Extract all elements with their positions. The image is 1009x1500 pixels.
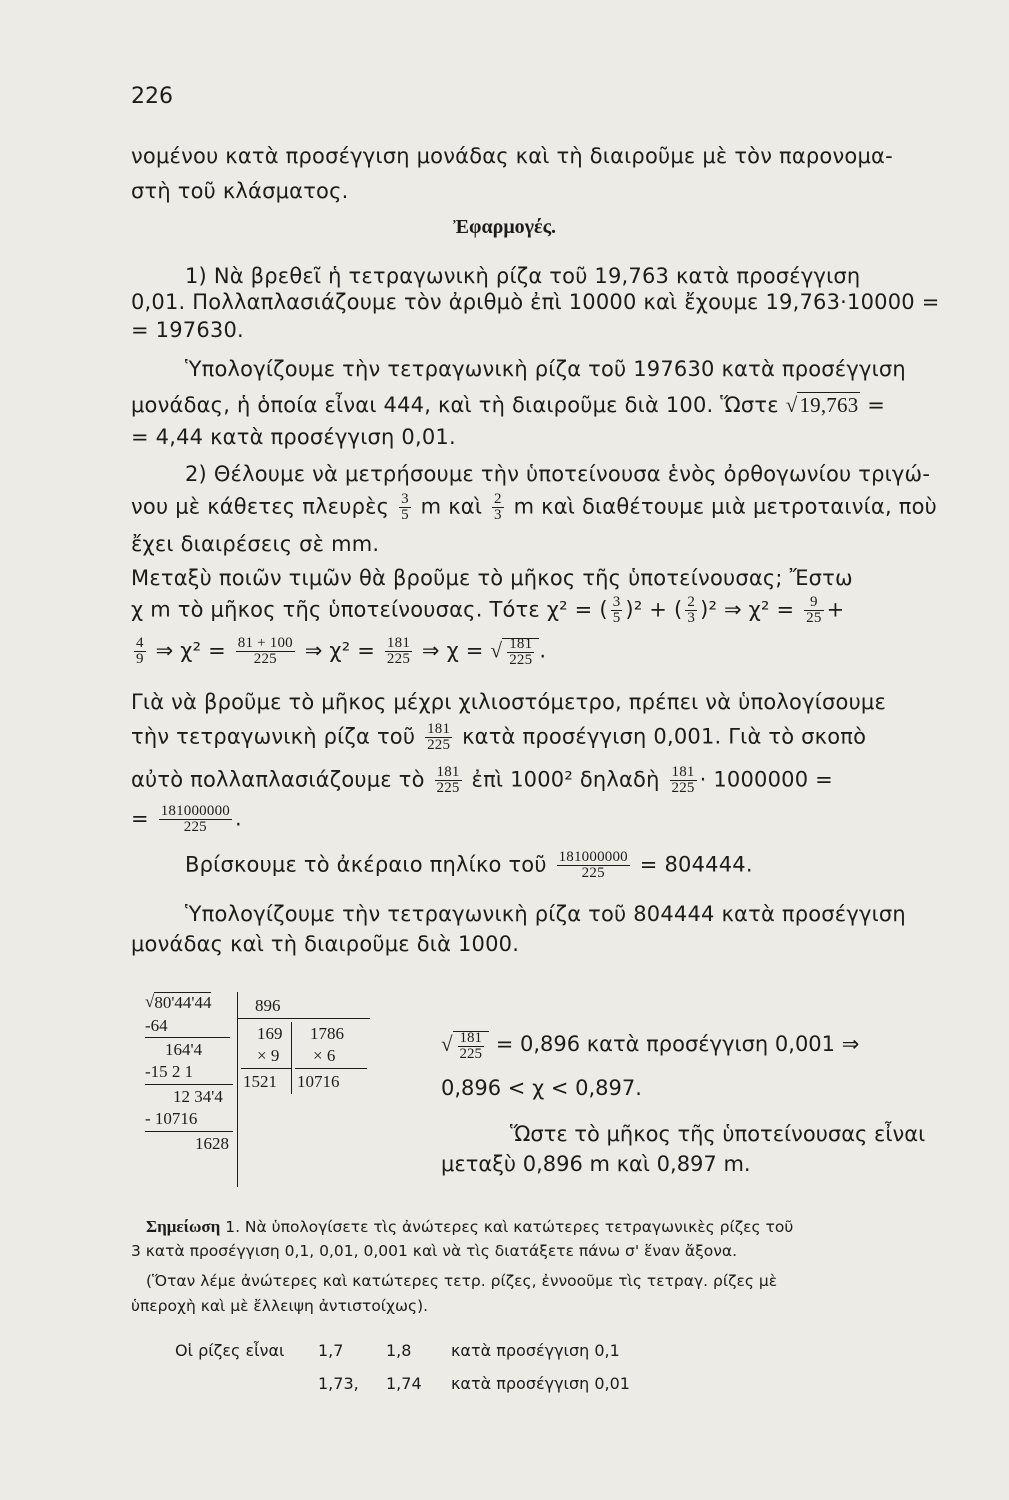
trial-divisor: 1786 [310, 1024, 344, 1043]
fraction-9-25: $\frac{9}{25}$ [806, 594, 822, 626]
page-number: 226 [131, 84, 173, 109]
note-line: ὑπεροχὴ καὶ μὲ ἔλλειψη ἀντιστοίχως). [131, 1297, 429, 1315]
plus-sign: + [826, 597, 845, 622]
text-line [185, 850, 957, 881]
text-segment: = 0,896 κατὰ προσέγγιση 0,001 ⇒ [495, 1032, 860, 1056]
trial-multiplier: × 6 [313, 1046, 336, 1065]
period: . [235, 806, 242, 831]
text-segment: ⇒ χ² = [304, 638, 376, 663]
text-line [131, 765, 957, 796]
fraction-181-225: $\frac{181}{225}$ [509, 636, 533, 669]
text-segment: 1. Νὰ ὑπολογίσετε τὶς ἀνώτερες καὶ κατώτερες τετραγωνικὲς ρίζες τοῦ [225, 1218, 794, 1236]
text-line: Γιὰ νὰ βροῦμε τὸ μῆκος μέχρι χιλιοστόμετρο, πρέπει νὰ ὑπολογίσουμε [131, 690, 887, 714]
square-root: √ $\frac{181}{225}$ [441, 1031, 489, 1056]
fraction-181-225: $\frac{181}{225}$ [436, 764, 460, 796]
precision-label: κατὰ προσέγγιση 0,1 [451, 1341, 620, 1360]
text-line: μονάδας καὶ τὴ διαιροῦμε διὰ 1000. [131, 932, 520, 956]
root-result: 896 [255, 996, 281, 1015]
fraction-2-3: $\frac{2}{3}$ [494, 491, 502, 523]
precision-label: κατὰ προσέγγιση 0,01 [451, 1374, 630, 1393]
text-segment: = [867, 393, 886, 417]
text-segment: αὐτὸ πολλαπλασιάζουμε τὸ [131, 767, 425, 792]
note-line [146, 1216, 957, 1238]
roots-intro: Οἱ ρίζες εἶναι [175, 1341, 285, 1360]
fraction-4-9: $\frac{4}{9}$ [136, 635, 144, 667]
result-line: Ὥστε τὸ μῆκος τῆς ὑποτείνουσας εἶναι [510, 1122, 926, 1146]
square-root: √19,763 [785, 393, 859, 417]
text-line: 0,01. Πολλαπλασιάζουμε τὸν ἀριθμὸ ἐπὶ 10000 καὶ ἔχουμε 19,763·10000 = [131, 290, 940, 314]
trial-multiplier: × 9 [257, 1046, 280, 1065]
text-line [131, 722, 957, 753]
text-segment: )² ⇒ χ² = [700, 597, 795, 622]
text-line [131, 804, 957, 835]
text-line: ἔχει διαιρέσεις σὲ mm. [131, 532, 380, 556]
text-segment: m καὶ [420, 494, 483, 519]
section-heading: Ἐφαρμογές. [452, 216, 557, 238]
division-step: 12 34'4 [173, 1087, 223, 1106]
text-segment: = [131, 806, 149, 831]
division-step: - 10716 [145, 1109, 198, 1128]
text-line [131, 391, 957, 419]
square-root: √ $\frac{181}{225}$ [491, 638, 540, 663]
text-segment: ἐπὶ 1000² δηλαδὴ [471, 767, 660, 792]
text-line: Ὑπολογίζουμε τὴν τετραγωνικὴ ρίζα τοῦ 197630 κατὰ προσέγγιση [185, 357, 906, 381]
result-line: μεταξὺ 0,896 m καὶ 0,897 m. [441, 1152, 751, 1176]
text-line [131, 595, 957, 626]
root-value: 1,74 [386, 1374, 422, 1393]
text-segment: = 804444. [639, 852, 753, 877]
text-segment: χ m τὸ μῆκος τῆς ὑποτείνουσας. Τότε [131, 597, 540, 622]
text-line: 2) Θέλουμε νὰ μετρήσουμε τὴν ὑποτείνουσα ἑνὸς ὀρθογωνίου τριγώ- [185, 462, 931, 486]
text-segment: ⇒ χ² = [155, 638, 226, 663]
fraction-81-100-225: $\frac{81 + 100}{225}$ [237, 635, 293, 667]
text-segment: Βρίσκουμε τὸ ἀκέραιο πηλίκο τοῦ [185, 852, 547, 877]
fraction-181-225: $\frac{181}{225}$ [427, 721, 451, 753]
trial-product: 1521 [243, 1072, 277, 1091]
text-segment: τὴν τετραγωνικὴ ρίζα τοῦ [131, 724, 416, 749]
fraction-181-225: $\frac{181}{225}$ [459, 1029, 483, 1062]
text-line: = 4,44 κατὰ προσέγγιση 0,01. [131, 425, 456, 449]
text-segment: κατὰ προσέγγιση 0,001. Γιὰ τὸ σκοπὸ [462, 724, 867, 749]
division-step: -15 2 1 [145, 1062, 194, 1081]
text-line: Μεταξὺ ποιῶν τιμῶν θὰ βροῦμε τὸ μῆκος τῆς ὑποτείνουσας; Ἔστω [131, 566, 853, 590]
result-line: 0,896 < χ < 0,897. [441, 1076, 642, 1100]
period: . [539, 638, 547, 663]
result-line [441, 1030, 859, 1062]
root-value: 1,8 [386, 1341, 412, 1360]
text-segment: νου μὲ κάθετες πλευρὲς [131, 494, 390, 519]
square-root-long-division [145, 992, 375, 1192]
text-line: στὴ τοῦ κλάσματος. [131, 179, 349, 203]
text-line: Ὑπολογίζουμε τὴν τετραγωνικὴ ρίζα τοῦ 804444 κατὰ προσέγγιση [185, 902, 906, 926]
text-segment: χ² = ( [546, 597, 608, 622]
division-step: 164'4 [165, 1040, 203, 1059]
text-line: 1) Νὰ βρεθεῖ ἡ τετραγωνικὴ ρίζα τοῦ 19,763 κατὰ προσέγγιση [185, 264, 861, 288]
trial-divisor: 169 [257, 1024, 283, 1043]
note-label: Σημείωση [146, 1217, 221, 1236]
root-value: 1,73, [318, 1374, 359, 1393]
radicand: 19,763 [799, 393, 859, 417]
text-line: = 197630. [131, 318, 244, 342]
fraction-181000000-225: $\frac{181000000}{225}$ [160, 803, 230, 835]
text-segment: μονάδας, ἡ ὁποία εἶναι 444, καὶ τὴ διαιροῦμε διὰ 100. Ὥστε [131, 393, 779, 417]
fraction-181-225: $\frac{181}{225}$ [386, 635, 411, 667]
text-line [131, 636, 957, 668]
root-value: 1,7 [318, 1341, 344, 1360]
text-segment: )² + ( [625, 597, 683, 622]
trial-product: 10716 [297, 1072, 340, 1091]
fraction-3-5: $\frac{3}{5}$ [401, 491, 409, 523]
note-line: 3 κατὰ προσέγγιση 0,1, 0,01, 0,001 καὶ νὰ τὶς διατάξετε πάνω σ' ἕναν ἄξονα. [131, 1242, 737, 1260]
fraction-181000000-225: $\frac{181000000}{225}$ [558, 849, 628, 881]
text-segment: ⇒ χ = [421, 638, 484, 663]
fraction-2-3: $\frac{2}{3}$ [687, 594, 696, 626]
text-segment: · 1000000 = [699, 767, 833, 792]
division-step: -64 [145, 1016, 168, 1035]
text-line [131, 492, 957, 523]
division-step: 1628 [195, 1134, 229, 1153]
fraction-181-225: $\frac{181}{225}$ [671, 764, 695, 796]
radicand: √ 80'44'44 [145, 992, 212, 1012]
text-line: νομένου κατὰ προσέγγιση μονάδας καὶ τὴ διαιροῦμε μὲ τὸν παρονομα- [131, 144, 893, 168]
note-line: (Ὅταν λέμε ἀνώτερες καὶ κατώτερες τετρ. ρίζες, ἐννοοῦμε τὶς τετραγ. ρίζες μὲ [146, 1272, 778, 1290]
fraction-3-5: $\frac{3}{5}$ [612, 594, 621, 626]
text-segment: m καὶ διαθέτουμε μιὰ μετροταινία, ποὺ [513, 494, 937, 519]
